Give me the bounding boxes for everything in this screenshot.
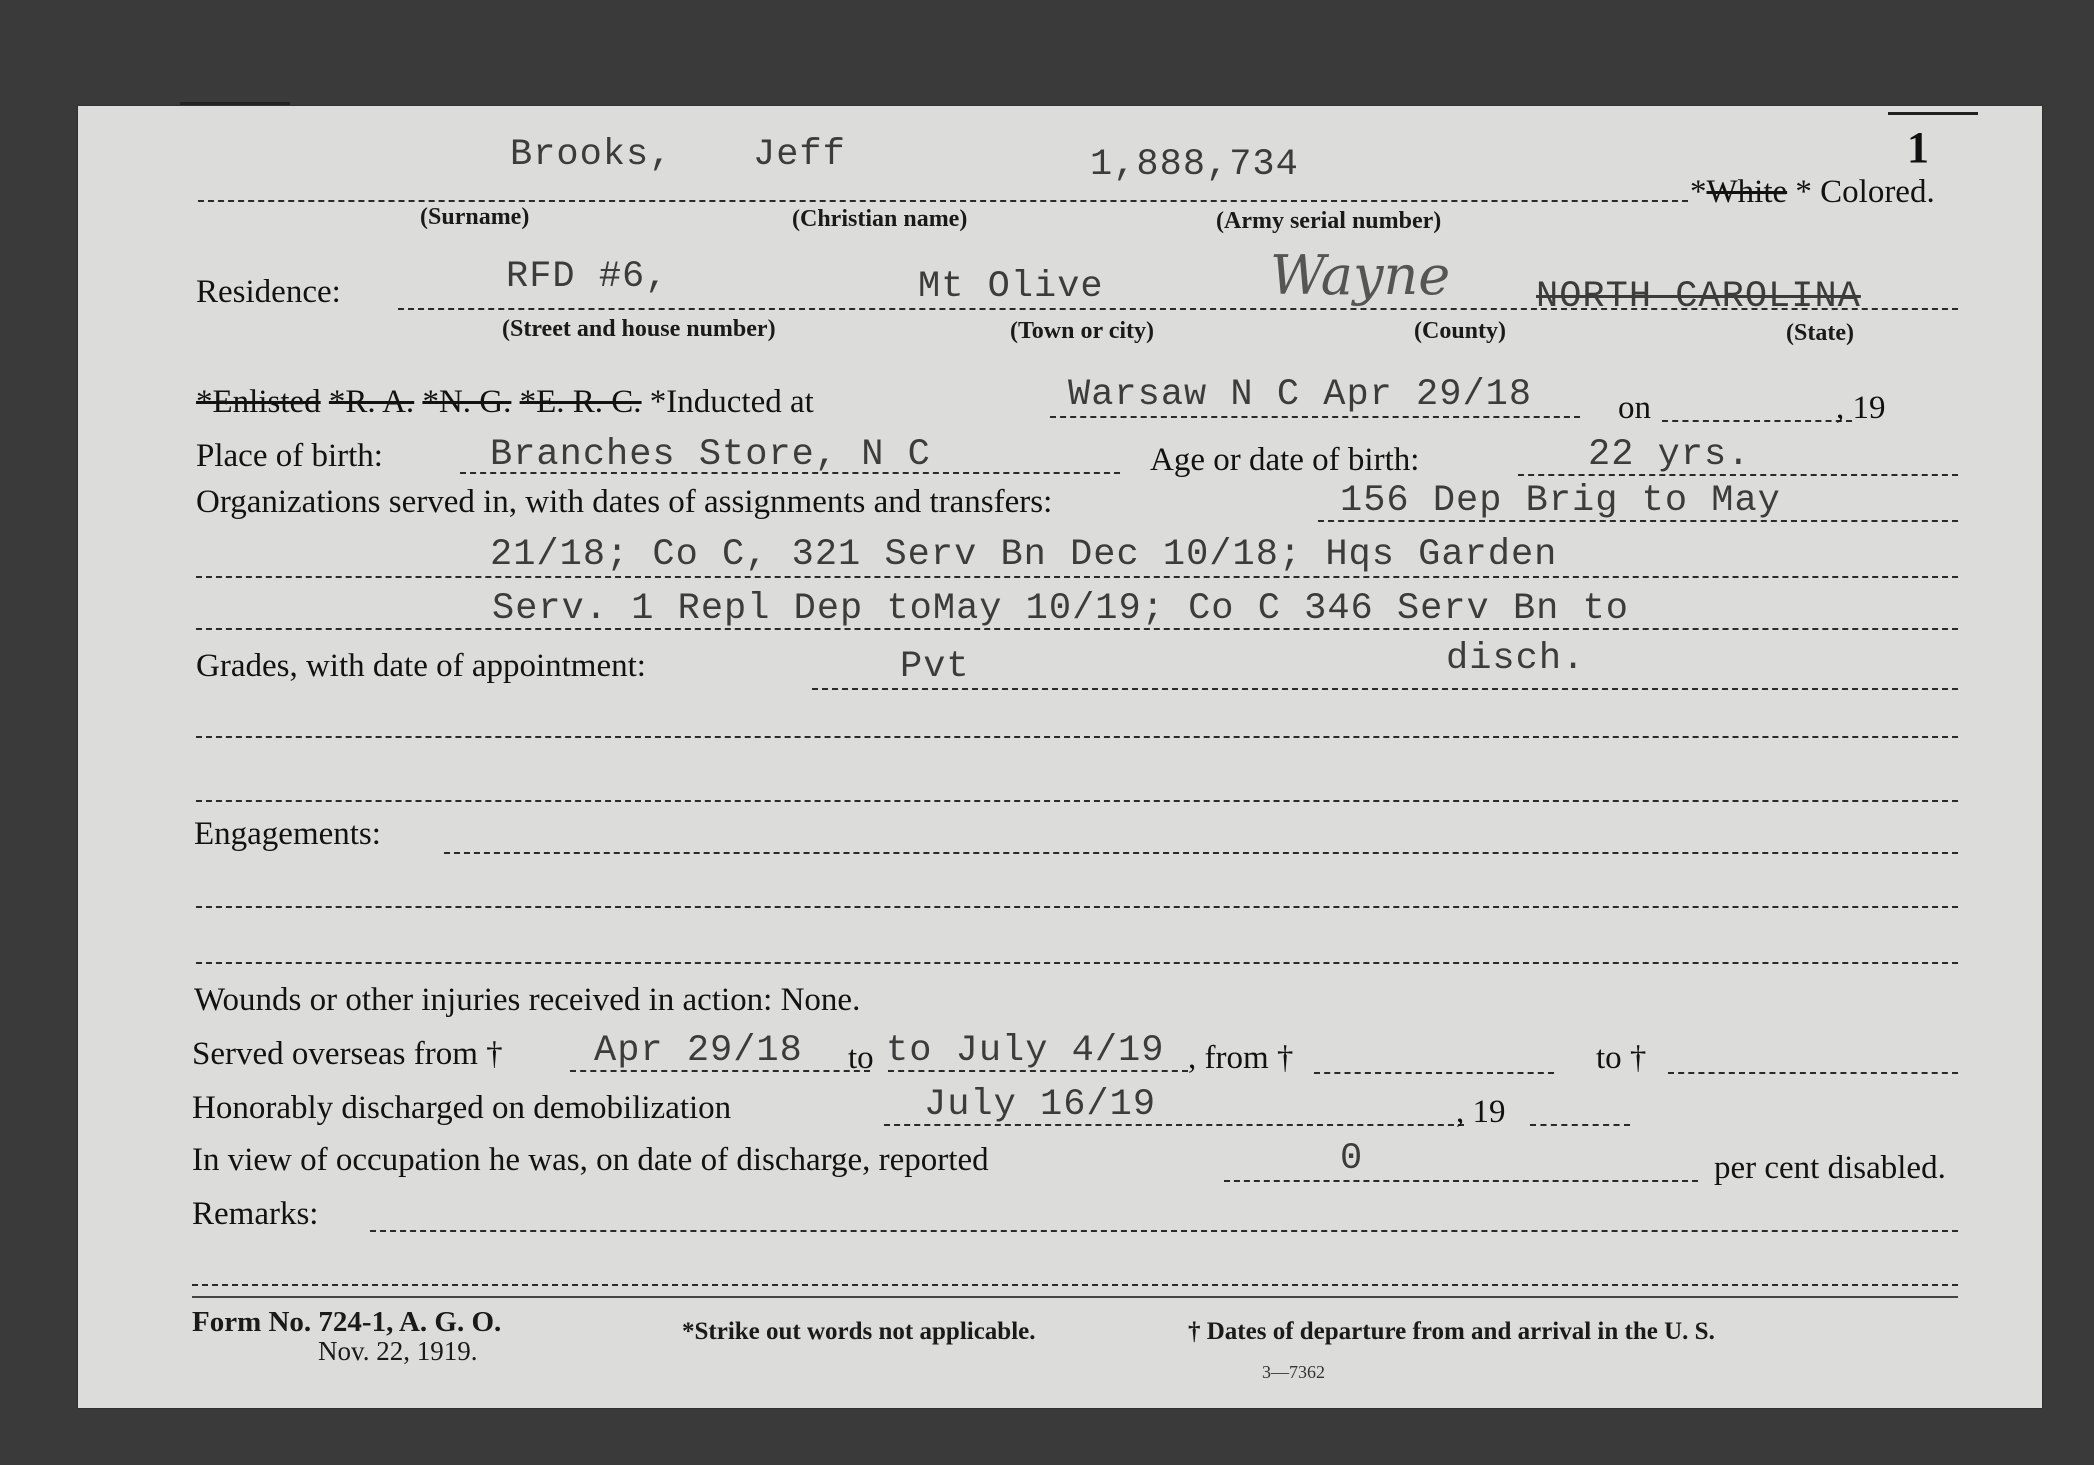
form-number: Form No. 724-1, A. G. O. <box>192 1306 502 1338</box>
remarks-line-1 <box>370 1230 1958 1232</box>
footer-rule <box>192 1296 1958 1298</box>
discharge-label: Honorably discharged on demobilization <box>192 1090 732 1126</box>
place-of-birth-value: Branches Store, N C <box>490 434 931 476</box>
town-value: Mt Olive <box>918 266 1104 308</box>
org-rule-2 <box>196 576 1958 578</box>
overseas-from2-label: , from † <box>1188 1040 1294 1076</box>
remarks-line-2 <box>192 1284 1958 1286</box>
engagements-line-3 <box>196 962 1958 964</box>
engagements-label: Engagements: <box>194 816 381 852</box>
christian-name-value: Jeff <box>753 134 846 176</box>
organizations-line-3: Serv. 1 Repl Dep toMay 10/19; Co C 346 Serv Bn to <box>492 588 1629 630</box>
surname-value: Brooks, <box>510 134 673 176</box>
inducted-line <box>1050 416 1580 418</box>
state-value: NORTH CAROLINA <box>1536 276 1861 318</box>
residence-line <box>398 308 1958 310</box>
organizations-line-4: disch. <box>1446 638 1586 680</box>
on-line <box>1662 420 1852 422</box>
engagements-line-2 <box>196 906 1958 908</box>
organizations-line-1: 156 Dep Brig to May <box>1340 480 1781 522</box>
grades-label: Grades, with date of appointment: <box>196 648 646 684</box>
overseas-to-line <box>888 1070 1188 1072</box>
place-of-birth-label: Place of birth: <box>196 438 383 474</box>
overseas-from2-line <box>1314 1072 1554 1074</box>
engagements-line-1 <box>444 852 1958 854</box>
discharge-value: July 16/19 <box>924 1084 1157 1126</box>
discharge-year-line <box>1530 1124 1630 1126</box>
wounds-label: Wounds or other injuries received in action: None. <box>194 982 861 1018</box>
serial-caption: (Army serial number) <box>1216 208 1442 234</box>
grades-rule-2 <box>196 736 1958 738</box>
card-number: 1 <box>1907 123 1929 172</box>
erc-option: *E. R. C. <box>519 384 642 420</box>
disability-label: In view of occupation he was, on date of discharge, reported <box>192 1142 989 1178</box>
organizations-line-2: 21/18; Co C, 321 Serv Bn Dec 10/18; Hqs Garden <box>490 534 1558 576</box>
residence-label: Residence: <box>196 274 341 310</box>
name-line <box>198 200 1688 202</box>
overseas-to2-line <box>1668 1072 1958 1074</box>
print-code: 3—7362 <box>1262 1362 1325 1382</box>
age-label: Age or date of birth: <box>1150 442 1420 478</box>
street-caption: (Street and house number) <box>502 316 776 342</box>
age-value: 22 yrs. <box>1588 434 1751 476</box>
race-white: White <box>1706 174 1788 210</box>
org-rule-3 <box>196 628 1958 630</box>
christian-caption: (Christian name) <box>792 206 968 232</box>
surname-caption: (Surname) <box>420 204 530 230</box>
grades-value: Pvt <box>900 646 970 688</box>
form-date: Nov. 22, 1919. <box>318 1336 478 1366</box>
overseas-to-label: to <box>848 1040 874 1076</box>
age-line <box>1518 474 1958 476</box>
enlisted-option: *Enlisted <box>196 384 321 420</box>
ng-option: *N. G. <box>422 384 512 420</box>
enlistment-year: , 19 <box>1836 390 1886 426</box>
town-caption: (Town or city) <box>1010 318 1154 344</box>
grades-line <box>812 688 1958 690</box>
overseas-from-value: Apr 29/18 <box>594 1030 803 1072</box>
draft-card <box>78 106 2042 1408</box>
discharge-line <box>884 1124 1464 1126</box>
race-star: * <box>1690 174 1707 210</box>
discharge-year: , 19 <box>1456 1094 1506 1130</box>
ra-option: *R. A. <box>328 384 415 420</box>
inducted-value: Warsaw N C Apr 29/18 <box>1068 374 1533 416</box>
street-value: RFD #6, <box>506 256 669 298</box>
serial-number-value: 1,888,734 <box>1090 144 1299 186</box>
dates-note: † Dates of departure from and arrival in the U. S. <box>1188 1318 1715 1345</box>
strike-note: *Strike out words not applicable. <box>682 1318 1036 1345</box>
organizations-label: Organizations served in, with dates of assignments and transfers: <box>196 484 1053 520</box>
overseas-from-line <box>570 1070 870 1072</box>
county-caption: (County) <box>1414 318 1507 344</box>
remarks-label: Remarks: <box>192 1196 319 1232</box>
corner-rule-right <box>1888 112 1978 115</box>
race-field <box>1690 174 1935 211</box>
org-rule-1 <box>1318 520 1958 522</box>
race-colored: * Colored. <box>1795 174 1935 210</box>
enlistment-types <box>196 384 814 421</box>
disability-value: 0 <box>1340 1138 1364 1180</box>
inducted-label: *Inducted at <box>649 384 814 420</box>
state-caption: (State) <box>1786 320 1854 346</box>
county-value: Wayne <box>1270 244 1451 307</box>
overseas-to2-label: to † <box>1596 1040 1647 1076</box>
place-of-birth-line <box>460 472 1120 474</box>
overseas-to-value: to July 4/19 <box>886 1030 1165 1072</box>
disability-suffix: per cent disabled. <box>1714 1150 1946 1186</box>
grades-rule-3 <box>196 800 1958 802</box>
on-label: on <box>1618 390 1651 426</box>
overseas-label: Served overseas from † <box>192 1036 503 1072</box>
disability-line <box>1224 1180 1698 1182</box>
corner-rule-left <box>180 102 290 105</box>
